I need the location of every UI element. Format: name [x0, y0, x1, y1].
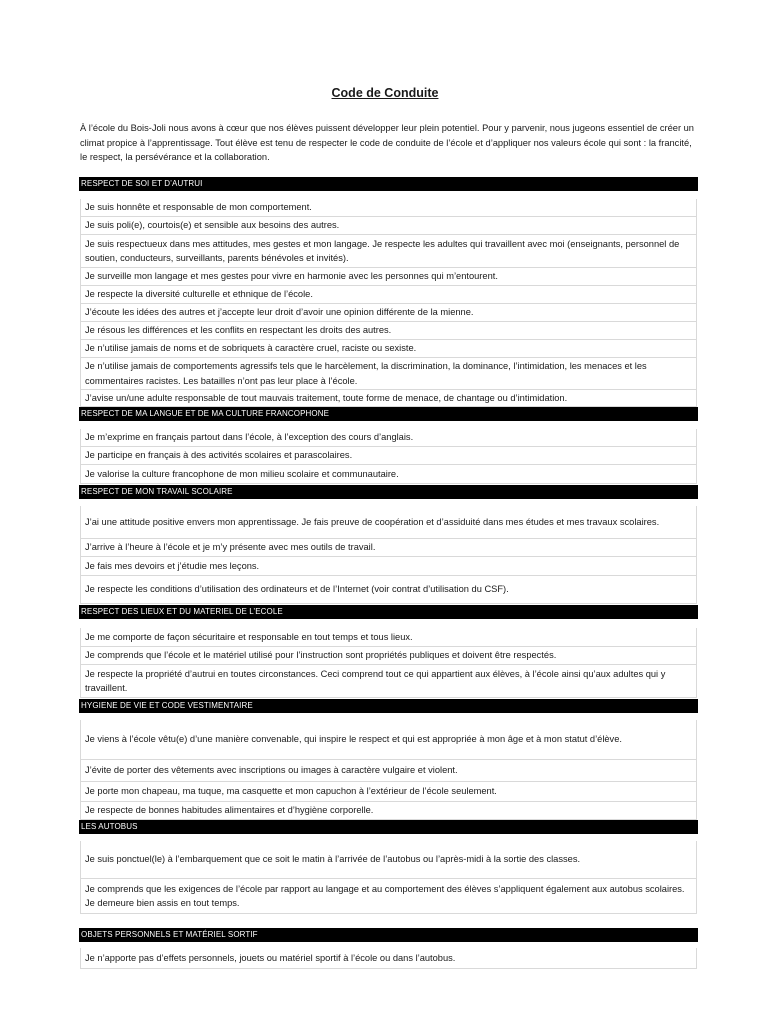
- rule-row: [80, 390, 697, 407]
- rule-row: [80, 268, 697, 286]
- rule-text: Je suis respectueux dans mes attitudes, mes gestes et mon langage. Je respecte les adultes qui travaillent avec moi (enseignants, personnel de soutien, conducteurs, surveillants, parents bénévoles et invités).: [85, 238, 680, 263]
- rule-text: Je suis ponctuel(le) à l’embarquement que ce soit le matin à l’arrivée de l’autobus ou l’après-midi à la sortie des classes.: [85, 854, 581, 865]
- rule-text: Je résous les différences et les conflits en respectant les droits des autres.: [85, 325, 392, 336]
- rule-row: [80, 304, 697, 322]
- rule-text: Je fais mes devoirs et j’étudie mes leçons.: [85, 560, 260, 571]
- rule-row: [80, 665, 697, 698]
- rule-row: [80, 465, 697, 484]
- rule-text: Je n’apporte pas d’effets personnels, jouets ou matériel sportif à l’école ou dans l’autobus.: [85, 952, 456, 963]
- rule-row: [80, 447, 697, 465]
- section-heading-lieux-materiel: RESPECT DES LIEUX ET DU MATERIEL DE L’ECOLE: [79, 605, 698, 619]
- rule-text: J’arrive à l’heure à l’école et je m’y présente avec mes outils de travail.: [85, 542, 376, 553]
- rule-text: Je comprends que l’école et le matériel utilisé pour l’instruction sont propriétés publiques et doivent être respectés.: [85, 650, 557, 661]
- rule-row: [80, 429, 697, 447]
- rule-text: Je suis honnête et responsable de mon comportement.: [85, 202, 312, 213]
- rule-row: [80, 647, 697, 665]
- rule-text: Je n’utilise jamais de comportements agressifs tels que le harcèlement, la discrimination, la dominance, l’intimidation, les menaces et les commentaires racistes. Les batailles n’ont pas leur place à l’école.: [85, 361, 647, 386]
- rule-row: [80, 235, 697, 268]
- rule-text: Je comprends que les exigences de l’école par rapport au langage et au comportement des élèves s’appliquent également aux autobus scolaires. Je demeure bien assis en tout temps.: [85, 883, 685, 908]
- rule-row: [80, 217, 697, 235]
- intro-paragraph: À l’école du Bois-Joli nous avons à cœur que nos élèves puissent développer leur plein potentiel. Pour y parvenir, nous jugeons essentiel de créer un climat propice à l’apprentissage. Tout élève est tenu de respecter le code de conduite de l’école et d’appliquer nos valeurs école qui sont : la francité, le respect, la persévérance et la collaboration.: [80, 123, 694, 163]
- rule-text: Je participe en français à des activités scolaires et parascolaires.: [85, 450, 353, 461]
- rule-text: Je viens à l’école vêtu(e) d’une manière convenable, qui inspire le respect et qui est appropriée à mon âge et à mon statut d’élève.: [85, 734, 622, 745]
- rule-row: [80, 557, 697, 576]
- rule-text: J’évite de porter des vêtements avec inscriptions ou images à caractère vulgaire et violent.: [85, 765, 458, 776]
- rule-text: Je respecte les conditions d’utilisation des ordinateurs et de l’Internet (voir contrat d’utilisation du CSF).: [85, 584, 509, 595]
- rule-row: [80, 760, 697, 782]
- rule-row: [80, 199, 697, 217]
- rule-text: Je valorise la culture francophone de mon milieu scolaire et communautaire.: [85, 468, 399, 479]
- rule-text: Je respecte la diversité culturelle et ethnique de l’école.: [85, 289, 313, 300]
- rule-text: Je respecte de bonnes habitudes alimentaires et d’hygiène corporelle.: [85, 805, 374, 816]
- rule-text: Je porte mon chapeau, ma tuque, ma casquette et mon capuchon à l’extérieur de l’école seulement.: [85, 786, 497, 797]
- section-heading-respect-soi: RESPECT DE SOI ET D’AUTRUI: [79, 177, 698, 191]
- rule-row: [80, 340, 697, 358]
- section-heading-travail-scolaire: RESPECT DE MON TRAVAIL SCOLAIRE: [79, 485, 698, 499]
- section-heading-langue-culture: RESPECT DE MA LANGUE ET DE MA CULTURE FRANCOPHONE: [79, 407, 698, 421]
- rule-text: Je m’exprime en français partout dans l’école, à l’exception des cours d’anglais.: [85, 432, 414, 443]
- rule-row: [80, 322, 697, 340]
- rule-text: Je suis poli(e), courtois(e) et sensible aux besoins des autres.: [85, 220, 340, 231]
- rule-row: [80, 286, 697, 304]
- rule-row: [80, 576, 697, 604]
- rule-row: [80, 720, 697, 760]
- rule-row: [80, 628, 697, 647]
- rule-text: Je me comporte de façon sécuritaire et responsable en tout temps et tous lieux.: [85, 631, 413, 642]
- rule-text: J’avise un/une adulte responsable de tout mauvais traitement, toute forme de menace, de chantage ou d’intimidation.: [85, 392, 568, 403]
- section-heading-hygiene: HYGIENE DE VIE ET CODE VESTIMENTAIRE: [79, 699, 698, 713]
- rule-row: [80, 879, 697, 914]
- section-heading-autobus: LES AUTOBUS: [79, 820, 698, 834]
- rule-text: Je respecte la propriété d’autrui en toutes circonstances. Ceci comprend tout ce qui appartient aux élèves, à l’école ainsi qu’aux adultes qui y travaillent.: [85, 668, 666, 693]
- rule-text: Je surveille mon langage et mes gestes pour vivre en harmonie avec les personnes qui m’entourent.: [85, 271, 498, 282]
- rule-row: [80, 358, 697, 390]
- rule-text: J’écoute les idées des autres et j’accepte leur droit d’avoir une opinion différente de la mienne.: [85, 307, 474, 318]
- rule-row: [80, 539, 697, 557]
- rule-row: [80, 782, 697, 802]
- rule-text: J’ai une attitude positive envers mon apprentissage. Je fais preuve de coopération et d’assiduité dans mes études et mes travaux scolaires.: [85, 516, 660, 527]
- section-heading-objets-personnels: OBJETS PERSONNELS ET MATÉRIEL SORTIF: [79, 928, 698, 942]
- rule-row: [80, 802, 697, 820]
- rule-row: [80, 841, 697, 879]
- rule-row: [80, 506, 697, 539]
- rule-text: Je n’utilise jamais de noms et de sobriquets à caractère cruel, raciste ou sexiste.: [85, 343, 417, 354]
- rule-row: [80, 948, 697, 969]
- page-title: Code de Conduite: [331, 86, 439, 100]
